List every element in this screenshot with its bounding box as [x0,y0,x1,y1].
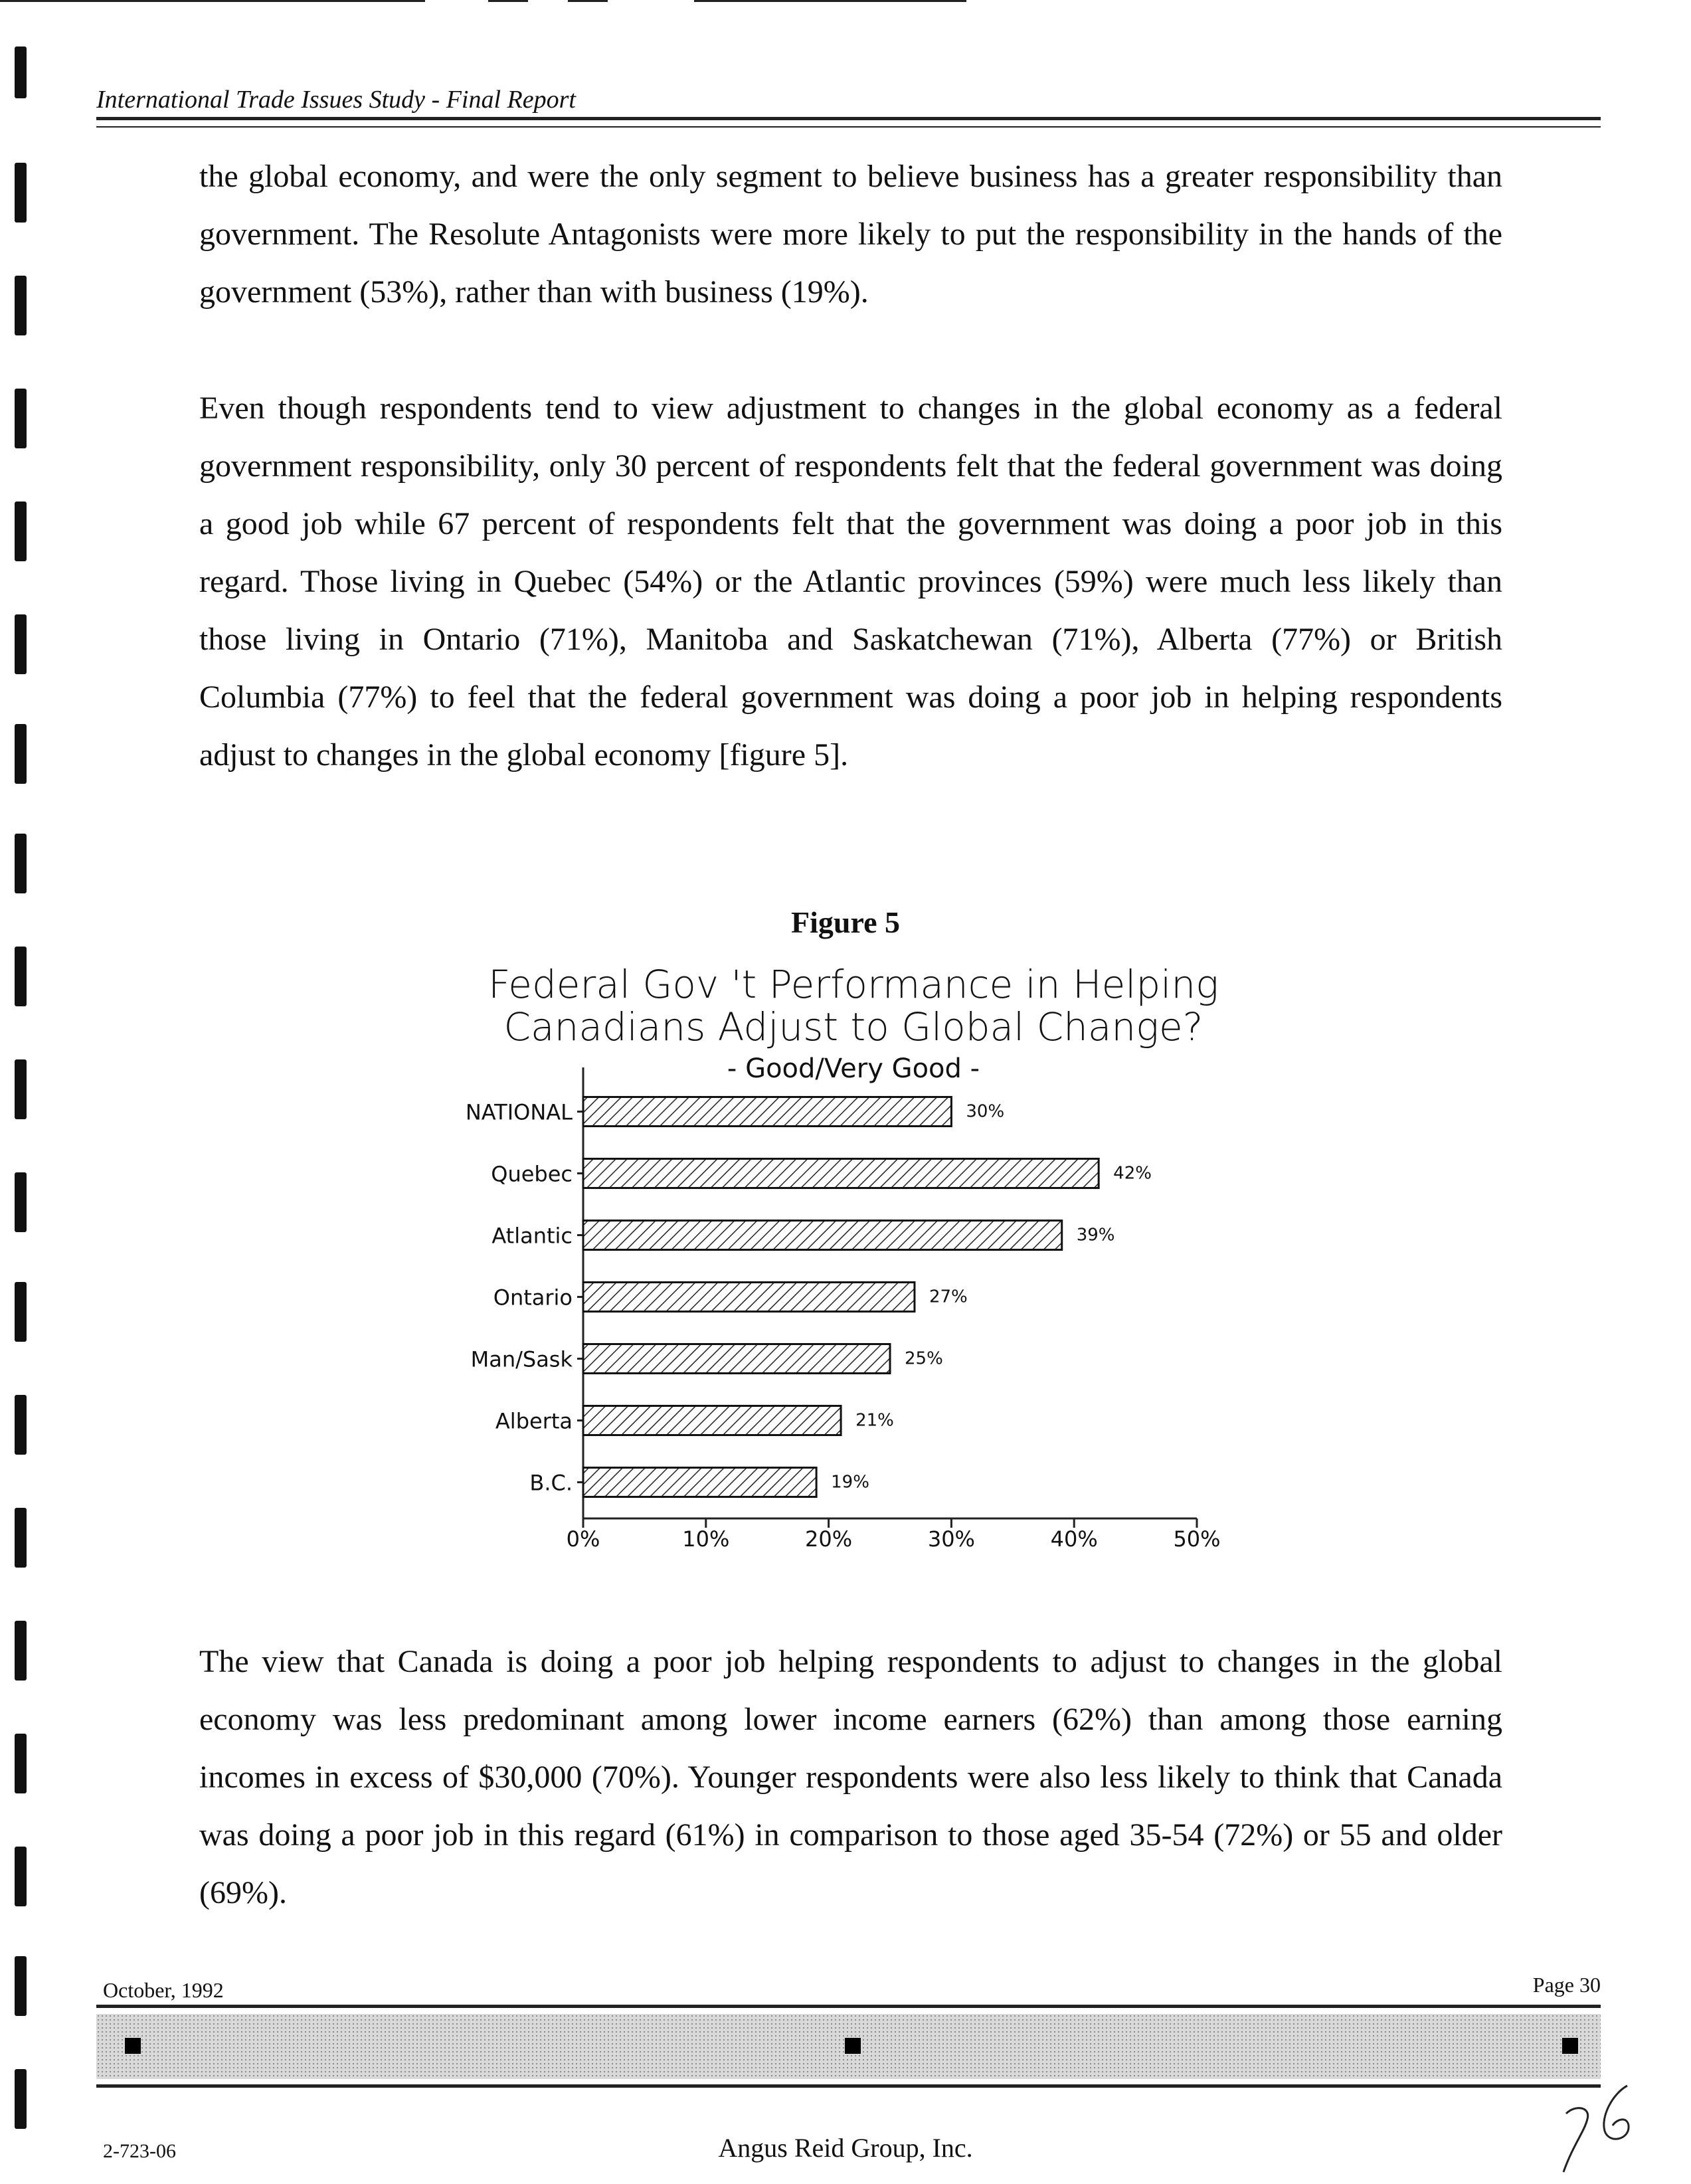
binder-hole [15,2069,27,2129]
binder-hole [15,1282,27,1342]
category-label: Ontario [493,1285,573,1311]
header-rule [96,117,1601,120]
bar [583,1159,1099,1188]
binder-hole [15,1734,27,1793]
footer-rule [96,2005,1601,2008]
x-tick-label: 10% [682,1526,730,1552]
company-name: Angus Reid Group, Inc. [718,2133,973,2163]
paragraph-3 [199,1633,1502,1922]
binder-hole [15,1847,27,1906]
x-tick-label: 20% [805,1526,853,1552]
bar [583,1283,915,1312]
x-tick-label: 30% [927,1526,975,1552]
category-label: Alberta [495,1408,573,1434]
binder-hole [15,947,27,1006]
value-label: 42% [1113,1163,1152,1184]
x-tick-label: 50% [1173,1526,1221,1552]
bar-chart [412,956,1289,1594]
binder-hole [15,1059,27,1119]
binder-hole [15,1172,27,1232]
scan-edge-line [694,0,966,2]
scan-edge-line [568,0,608,2]
binder-hole [15,163,27,223]
binder-hole [15,1508,27,1568]
footer-rule-bottom [96,2084,1601,2088]
figure-label: Figure 5 [791,905,900,939]
paragraph-1 [199,147,1502,321]
band-square [125,2038,141,2054]
binder-hole [15,1956,27,2016]
bar [583,1221,1062,1250]
binder-hole [15,501,27,561]
category-label: Man/Sask [470,1346,573,1372]
x-tick-label: 0% [566,1526,600,1552]
paragraph-text: the global economy, and were the only segment to believe business has a greater responsibility than government. The Resolute Antagonists were more likely to put the responsibility in the hands of the government (53%), rather than with business (19%). [199,159,1502,310]
footer-date: October, 1992 [103,1978,224,2002]
bar [583,1097,951,1127]
value-label: 25% [905,1348,943,1369]
chart-title-line2: Canadians Adjust to Global Change? [503,1004,1203,1049]
paragraph-2 [199,379,1502,784]
category-label: Quebec [491,1161,573,1187]
scan-edge-line [0,0,425,2]
binder-hole [15,1621,27,1681]
binder-hole [15,276,27,335]
value-label: 21% [855,1410,894,1431]
handwritten-page-mark [1561,2079,1641,2179]
header-rule-thin [96,126,1601,128]
paragraph-text: The view that Canada is doing a poor job helping respondents to adjust to changes in the global economy was less predominant among lower income earners (62%) than among those earning incomes in excess of $30,000 (70%). Younger respondents were also less likely to think that Canada was doing a poor job in this regard (61%) in comparison to those aged 35-54 (72%) or 55 and older (69%). [199,1644,1502,1910]
value-label: 30% [966,1101,1005,1122]
band-square [1562,2038,1578,2054]
value-label: 19% [831,1472,869,1493]
binder-hole [15,389,27,448]
bar [583,1344,890,1374]
bar [583,1406,841,1435]
paragraph-text: Even though respondents tend to view adjustment to changes in the global economy as a federal government responsibility, only 30 percent of respondents felt that the federal government was doing a good job while 67 percent of respondents felt that the government was doing a poor job in this regard. Those living in Quebec (54%) or the Atlantic provinces (59%) were much less likely than those living in Ontario (71%), Manitoba and Saskatchewan (71%), Alberta (77%) or British Columbia (77%) to feel that the federal government was doing a poor job in helping respondents adjust to changes in the global economy [figure 5]. [199,391,1502,773]
bar [583,1468,816,1497]
binder-hole [15,724,27,784]
report-title: International Trade Issues Study - Final Report [96,86,576,114]
category-label: B.C. [529,1470,573,1496]
chart-subtitle: - Good/Very Good - [727,1053,980,1084]
binder-hole [15,1395,27,1455]
band-square [845,2038,861,2054]
value-label: 27% [929,1287,968,1307]
binder-hole [15,834,27,893]
chart-title-line1: Federal Gov 't Performance in Helping [488,962,1219,1007]
value-label: 39% [1076,1225,1115,1245]
x-tick-label: 40% [1050,1526,1098,1552]
category-label: NATIONAL [465,1099,573,1125]
binder-hole [15,614,27,674]
document-code: 2-723-06 [103,2140,176,2162]
scan-edge-line [488,0,528,2]
binder-hole [15,46,27,98]
page-number: Page 30 [1532,1973,1601,1997]
category-label: Atlantic [491,1223,573,1249]
